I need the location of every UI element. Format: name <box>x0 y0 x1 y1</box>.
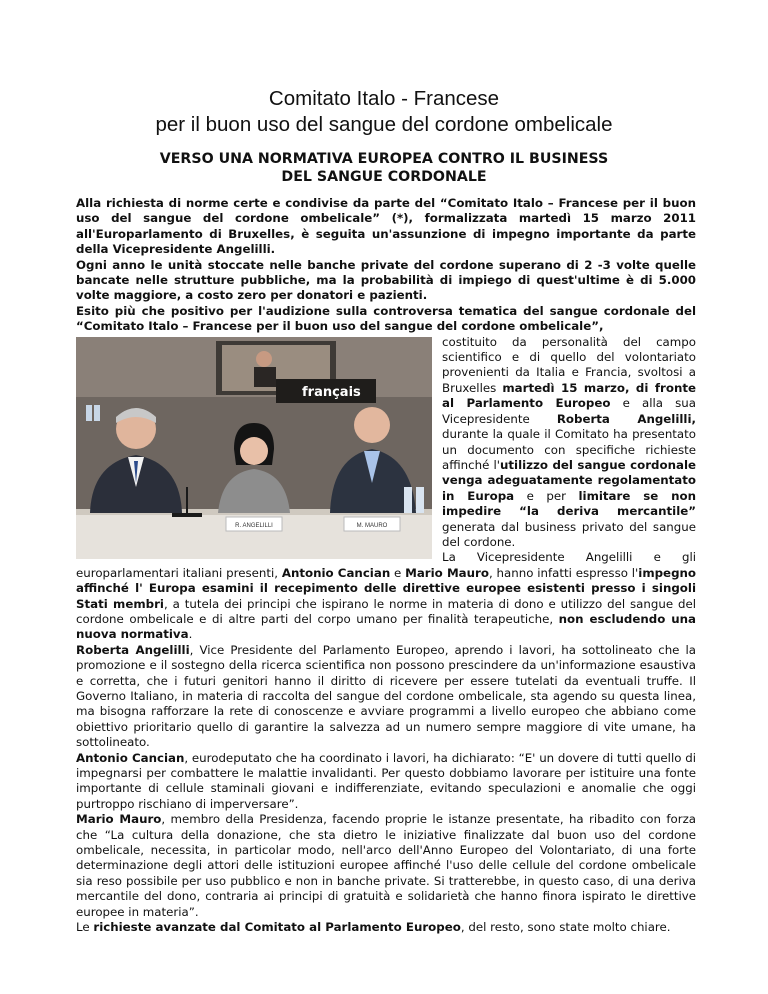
bold-text-run: Antonio Cancian <box>281 565 391 580</box>
text-run: , a tutela dei principi che ispirano le norme in materia di dono e utilizzo del sangue del cordone ombelicale e di altre parti del corpo umano per finalità terapeutiche, <box>76 596 697 626</box>
text-run: , Vice Presidente del Parlamento Europeo, aprendo i lavori, ha sottolineato che la promozione e il sostegno della ricerca scientifica non possono prescindere da un'informazione esaustiva e corretta, che i futuri genitori hanno il diritto di ricevere per essere tutelati da eventuali truffe. Il Governo Italiano, in materia di raccolta del sangue del cordone ombelicale, sta agendo su questa linea, ma bisogna rafforzare la rete di conoscenze e avviare programmi a livello europeo che abbiano come obiettivo prioritario quello di garantire la salvezza ad un numero sempre maggiore di vite umane, ha sottolineato. <box>76 642 696 750</box>
nameplate-right: M. MAURO <box>356 522 388 529</box>
bold-text-run: martedì 15 marzo, di fronte al Parlamento Europeo <box>442 380 696 411</box>
bold-text-run: Roberta Angelilli <box>76 642 190 657</box>
hearing-photo-illustration <box>76 337 432 559</box>
bold-text-run: Mario Mauro <box>76 812 162 827</box>
text-run: durante la quale il Comitato ha presentato un documento con specifiche richieste affinché l' <box>442 427 696 472</box>
document-title-line2: per il buon uso del sangue del cordone ombelicale <box>155 113 613 136</box>
text-run: e alla sua Vicepresidente <box>442 396 696 426</box>
bold-text-run: Antonio Cancian <box>76 750 185 765</box>
document-title-line1: Comitato Italo - Francese <box>268 87 500 110</box>
paragraph-cancian <box>76 751 696 813</box>
text-run: Le <box>76 920 94 935</box>
paragraph-requests <box>76 920 696 935</box>
nameplate-left: R. ANGELILLI <box>235 522 273 529</box>
text-run: e <box>390 565 406 580</box>
paragraph-intro: Alla richiesta di norme certe e condivise da parte del “Comitato Italo – Francese per il buon uso del sangue del cordone ombelicale” (*), formalizzata martedì 15 marzo 2011 all'Europarlamento di Bruxelles, è seguita un'assunzione di impegno importante da parte della Vicepresidente Angelilli. <box>76 196 696 257</box>
text-run: , hanno infatti espresso l' <box>488 565 639 580</box>
document-subtitle-line1: VERSO UNA NORMATIVA EUROPEA CONTRO IL BUSINESS <box>159 151 609 167</box>
paragraph-mauro <box>76 812 696 920</box>
text-run: , membro della Presidenza, facendo proprie le istanze presentate, ha ribadito con forza che “La cultura della donazione, che sta dietro le iniziative finalizzate dal buon uso del cordone ombelicale, necessita, in particolar modo, nell'arco dell'Anno Europeo del Volontariato, di una forte determinazione degli attori delle istituzioni europee affinché l'uso delle cellule del cordone ombelicale sia reso possibile per uso pubblico e non in banche private. Si tratterebbe, in questo caso, di una deriva mercantile del dono, contraria ai principi di gratuità e solidarietà che hanno finora ispirato le direttive europee in materia”. <box>76 812 696 919</box>
bold-text-run: limitare se non impedire “la deriva mercantile” <box>442 488 696 519</box>
text-run: e per <box>514 488 579 503</box>
document-subtitle-line2: DEL SANGUE CORDONALE <box>281 169 487 185</box>
paragraph-angelilli <box>76 643 696 751</box>
article-body <box>76 196 696 936</box>
paragraph-statistics: Ogni anno le unità stoccate nelle banche private del cordone superano di 2 -3 volte quelle bancate nelle strutture pubbliche, ma la probabilità di impiego di quest'ultime è di 5.000 volte maggiore, a costo zero per donatori e pazienti. <box>76 257 696 303</box>
booth-language-label: français <box>302 384 361 400</box>
paragraph-hearing-lead: Esito più che positivo per l'audizione sulla controversa tematica del sangue cordonale del “Comitato Italo – Francese per il buon uso del sangue del cordone ombelicale”, <box>76 303 696 334</box>
hearing-photo <box>76 337 432 559</box>
text-run: . <box>188 627 193 642</box>
text-run: generata dal business privato del sangue del cordone. <box>442 519 696 549</box>
bold-text-run: Mario Mauro <box>405 565 489 580</box>
bold-text-run: richieste avanzate dal Comitato al Parlamento Europeo <box>93 920 461 935</box>
bold-text-run: utilizzo del sangue cordonale venga adeguatamente regolamentato in Europa <box>442 457 696 503</box>
bold-text-run: Roberta Angelilli, <box>556 411 696 426</box>
bold-text-run: impegno affinché l' Europa esamini il recepimento delle direttive europee esistenti presso i singoli Stati membri <box>76 565 697 611</box>
text-run: La Vicepresidente Angelilli e gli europarlamentari italiani presenti, <box>76 550 696 580</box>
text-run: costituito da personalità del campo scientifico e di quello del volontariato provenienti da Italia e Francia, svoltosi a Bruxelles <box>442 334 696 395</box>
text-run: , eurodeputato che ha coordinato i lavori, ha dichiarato: “E' un dovere di tutti quello di impegnarsi per combattere le malattie invalidanti. Per questo dobbiamo lavorare per istituire una fonte importante di cellule staminali giovani e indifferenziate, evitando speculazioni e anomalie che oggi purtroppo rischiano di imperversare”. <box>76 750 696 811</box>
text-run: , del resto, sono state molto chiare. <box>460 920 671 935</box>
bold-text-run: non escludendo una nuova normativa <box>76 611 696 642</box>
paragraph-commitment <box>76 550 696 642</box>
